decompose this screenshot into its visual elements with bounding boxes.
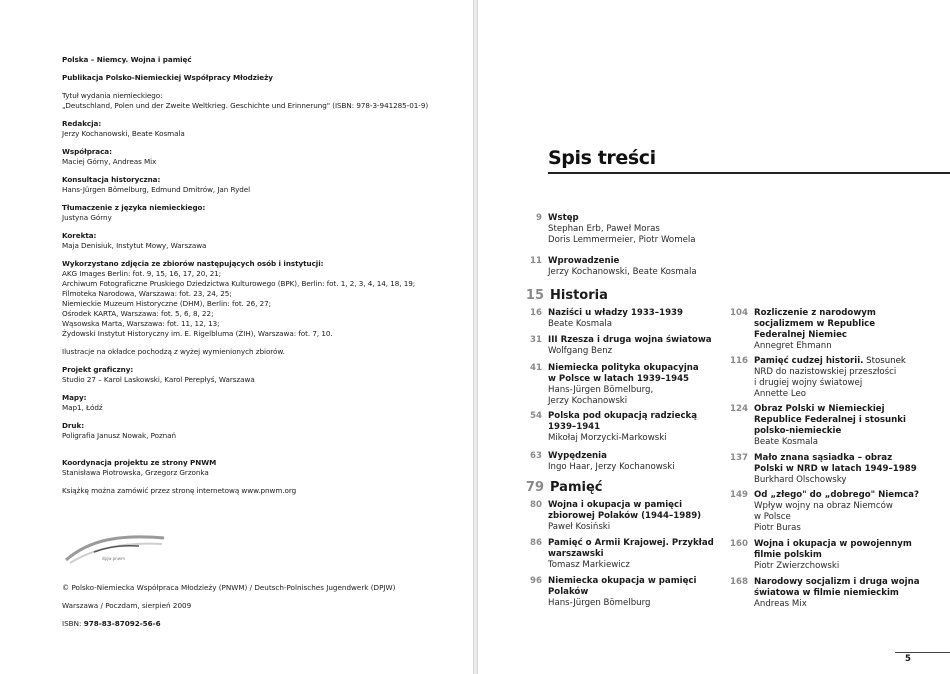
toc-entry-authors: Beate Kosmala (548, 319, 613, 329)
imprint-bottom (62, 583, 462, 637)
toc-page-number: 168 (730, 577, 748, 587)
toc-entry-title-suffix: Stosunek (863, 356, 906, 366)
original-title: „Deutschland, Polen und der Zweite Weltkrieg. Geschichte und Erinnerung" (ISBN: 978-3-941285-01-9) (62, 101, 429, 110)
cooperation-block (62, 147, 462, 167)
toc-entry-title: Pamięć o Armii Krajowej. Przykład (548, 538, 714, 548)
toc-page-number: 80 (530, 500, 542, 510)
toc-entry-authors: Andreas Mix (754, 599, 807, 609)
proofreading-block (62, 231, 462, 251)
toc-entry (530, 363, 723, 407)
publisher-line: Publikacja Polsko-Niemieckiej Współpracy Młodzieży (62, 73, 273, 82)
cover-note: Ilustracje na okładce pochodzą z wyżej wymienionych zbiorów. (62, 347, 285, 356)
toc-page-number: 31 (530, 335, 542, 345)
toc-page-number: 54 (530, 411, 542, 421)
toc-entry-authors: Piotr Buras (754, 523, 801, 533)
toc-entry-title (754, 356, 950, 367)
section-title: Historia (550, 288, 608, 303)
place-date-line: Warszawa / Poczdam, sierpień 2009 (62, 601, 192, 610)
book-gutter (473, 0, 478, 674)
toc-page-number: 96 (530, 576, 542, 586)
toc-entry (530, 256, 723, 278)
toc-entry (530, 308, 723, 330)
cooperation: Maciej Górny, Andreas Mix (62, 157, 157, 166)
photo-credit: Niemieckie Muzeum Historyczne (DHM), Berlin: fot. 26, 27; (62, 299, 272, 308)
toc-entry-authors: Ingo Haar, Jerzy Kochanowski (548, 462, 675, 472)
toc-page-number: 137 (730, 453, 748, 463)
toc-entry-authors: Jerzy Kochanowski (548, 396, 628, 406)
proofreading: Maja Denisiuk, Instytut Mowy, Warszawa (62, 241, 207, 250)
isbn-line (62, 619, 462, 629)
toc-entry (536, 213, 723, 246)
publisher-block (62, 73, 462, 83)
cooperation-label: Współpraca: (62, 147, 112, 156)
editors: Jerzy Kochanowski, Beate Kosmala (62, 129, 185, 138)
imprint-page (62, 55, 462, 504)
toc-entry (730, 490, 950, 534)
toc-entry-title: III Rzesza i druga wojna światowa (548, 335, 712, 345)
toc-entry-authors: Hans-Jürgen Bömelburg (548, 598, 651, 608)
toc-section-memory (525, 480, 603, 495)
toc-entry (530, 500, 723, 533)
toc-entry-title: socjalizmem w Republice (754, 319, 876, 329)
toc-entry-subtitle: w Polsce (754, 512, 791, 522)
isbn-number: 978-83-87092-56-6 (83, 619, 161, 628)
toc-entry (730, 404, 950, 448)
toc-title-rule (548, 172, 950, 174)
translation: Justyna Górny (62, 213, 112, 222)
maps-label: Mapy: (62, 393, 87, 402)
toc-entry-authors: Annegret Ehmann (754, 341, 832, 351)
original-title-label: Tytuł wydania niemieckiego: (62, 91, 163, 100)
toc-entry-title: Federalnej Niemiec (754, 330, 847, 340)
editors-label: Redakcja: (62, 119, 102, 128)
photo-credit: Archiwum Fotograficzne Pruskiego Dziedzictwa Kulturowego (BPK), Berlin: fot. 1, 2, 3, 4, 14, 18, 19; (62, 279, 416, 288)
toc-entry-title: Rozliczenie z narodowym (754, 308, 876, 318)
toc-page-number: 63 (530, 451, 542, 461)
toc-entry-title: Mało znana sąsiadka – obraz (754, 453, 893, 463)
consultation: Hans-Jürgen Bömelburg, Edmund Dmitrów, Jan Rydel (62, 185, 251, 194)
translation-block (62, 203, 462, 223)
print: Poligrafia Janusz Nowak, Poznań (62, 431, 177, 440)
toc-entry-authors: Jerzy Kochanowski, Beate Kosmala (548, 267, 697, 277)
toc-entry (730, 539, 950, 572)
photo-credit: Ośrodek KARTA, Warszawa: fot. 5, 6, 8, 22; (62, 309, 214, 318)
toc-entry-authors: Paweł Kosiński (548, 522, 611, 532)
toc-entry-title: Wstęp (548, 213, 579, 223)
toc-entry-authors: Hans-Jürgen Bömelburg, (548, 385, 654, 395)
toc-section-history (525, 288, 608, 303)
photos-block (62, 259, 462, 339)
toc-entry-title: Niemiecka polityka okupacyjna (548, 363, 699, 373)
toc-entry-title: zbiorowej Polaków (1944–1989) (548, 511, 702, 521)
toc-entry-title: w Polsce w latach 1939–1945 (548, 374, 690, 384)
consultation-block (62, 175, 462, 195)
design: Studio 27 – Karol Laskowski, Karol Perepłyś, Warszawa (62, 375, 255, 384)
toc-page-number: 160 (730, 539, 748, 549)
toc-page-number: 9 (536, 213, 542, 223)
toc-entry-authors: Burkhard Olschowsky (754, 475, 847, 485)
toc-page-number: 124 (730, 404, 748, 414)
editors-block (62, 119, 462, 139)
coordination-label: Koordynacja projektu ze strony PNWM (62, 458, 217, 467)
toc-entry (730, 453, 950, 486)
book-title-line: Polska – Niemcy. Wojna i pamięć (62, 55, 192, 64)
toc-entry-authors: Stephan Erb, Paweł Moras (548, 224, 660, 234)
copyright-line: © Polsko-Niemiecka Współpraca Młodzieży (PNWM) / Deutsch-Polnisches Jugendwerk (DPJW) (62, 583, 396, 592)
toc-entry (530, 411, 723, 444)
toc-entry (530, 576, 723, 609)
toc-page-number: 104 (730, 308, 748, 318)
section-page-number: 79 (525, 480, 544, 495)
toc-entry (730, 577, 950, 610)
toc-entry-authors: Wolfgang Benz (548, 346, 613, 356)
toc-entry-title: Polska pod okupacją radziecką (548, 411, 698, 421)
toc-title: Spis treści (548, 147, 656, 169)
maps: Map1, Łódź (62, 403, 103, 412)
toc-entry-authors: Piotr Zwierzchowski (754, 561, 840, 571)
page-number: 5 (905, 654, 911, 664)
isbn-label: ISBN: (62, 619, 82, 628)
toc-page-number: 86 (530, 538, 542, 548)
toc-entry (530, 335, 723, 357)
toc-entry-title: Obraz Polski w Niemieckiej (754, 404, 885, 414)
consultation-label: Konsultacja historyczna: (62, 175, 161, 184)
toc-entry-title: Niemiecka okupacja w pamięci (548, 576, 697, 586)
toc-entry-subtitle: i drugiej wojny światowej (754, 378, 863, 388)
toc-entry-title: Polaków (548, 587, 589, 597)
toc-entry-title-part: Pamięć cudzej historii. (754, 356, 864, 366)
toc-entry-authors: Tomasz Markiewicz (548, 560, 630, 570)
toc-page-number: 16 (530, 308, 542, 318)
toc-page-number: 116 (730, 356, 748, 366)
toc-entry-title: Naziści u władzy 1933–1939 (548, 308, 684, 318)
imprint-title-block (62, 55, 462, 65)
toc-entry-subtitle: Wpływ wojny na obraz Niemców (754, 501, 893, 511)
photo-credit: Wąsowska Marta, Warszawa: fot. 11, 12, 13; (62, 319, 220, 328)
photos-label: Wykorzystano zdjęcia ze zbiorów następujących osób i instytucji: (62, 259, 324, 268)
photo-credit: Filmoteka Narodowa, Warszawa: fot. 23, 24, 25; (62, 289, 232, 298)
toc-entry-title: polsko-niemieckie (754, 426, 842, 436)
print-block (62, 421, 462, 441)
toc-entry (530, 451, 723, 473)
toc-entry (730, 308, 950, 352)
toc-entry-title: Polski w NRD w latach 1949–1989 (754, 464, 917, 474)
logo-text: dpjw pnwm (102, 556, 125, 561)
photo-credit: Żydowski Instytut Historyczny im. E. Rigelbluma (ŻIH), Warszawa: fot. 7, 10. (62, 329, 333, 338)
toc-entry-authors: Doris Lemmermeier, Piotr Womela (548, 235, 696, 245)
page-number-rule (895, 652, 950, 653)
proofreading-label: Korekta: (62, 231, 97, 240)
toc-entry-title: Wojna i okupacja w powojennym (754, 539, 912, 549)
toc-entry-title: Wojna i okupacja w pamięci (548, 500, 683, 510)
maps-block (62, 393, 462, 413)
toc-entry-subtitle: NRD do nazistowskiej przeszłości (754, 367, 897, 377)
toc-page-number: 149 (730, 490, 748, 500)
toc-entry-title: Wprowadzenie (548, 256, 620, 266)
toc-entry-authors: Annette Leo (754, 389, 806, 399)
dpjw-pnwm-logo (64, 530, 169, 566)
design-label: Projekt graficzny: (62, 365, 134, 374)
toc-entry-authors: Mikołaj Morzycki-Markowski (548, 433, 667, 443)
toc-page-number: 11 (530, 256, 542, 266)
original-title-block (62, 91, 462, 111)
toc-page-number: 41 (530, 363, 542, 373)
order-note-block (62, 486, 462, 496)
toc-entry-title: Wypędzenia (548, 451, 607, 461)
section-page-number: 15 (525, 288, 544, 303)
toc-entry (730, 356, 950, 400)
logo-swoosh-icon (64, 530, 169, 566)
order-note: Książkę można zamówić przez stronę internetową www.pnwm.org (62, 486, 297, 495)
toc-entry-title: filmie polskim (754, 550, 822, 560)
section-title: Pamięć (550, 480, 603, 495)
coordination-block (62, 458, 462, 478)
print-label: Druk: (62, 421, 85, 430)
coordination: Stanisława Piotrowska, Grzegorz Grzonka (62, 468, 209, 477)
toc-entry-title: warszawski (548, 549, 604, 559)
toc-entry-authors: Beate Kosmala (754, 437, 819, 447)
toc-entry-title: Republice Federalnej i stosunki (754, 415, 906, 425)
cover-note-block (62, 347, 462, 357)
toc-entry-title: Od „złego" do „dobrego" Niemca? (754, 490, 919, 500)
design-block (62, 365, 462, 385)
toc-entry-title: Narodowy socjalizm i druga wojna (754, 577, 920, 587)
toc-entry-title: 1939–1941 (548, 422, 601, 432)
photo-credit: AKG Images Berlin: fot. 9, 15, 16, 17, 20, 21; (62, 269, 222, 278)
toc-entry (530, 538, 723, 571)
toc-entry-title: światowa w filmie niemieckim (754, 588, 899, 598)
translation-label: Tłumaczenie z języka niemieckiego: (62, 203, 206, 212)
